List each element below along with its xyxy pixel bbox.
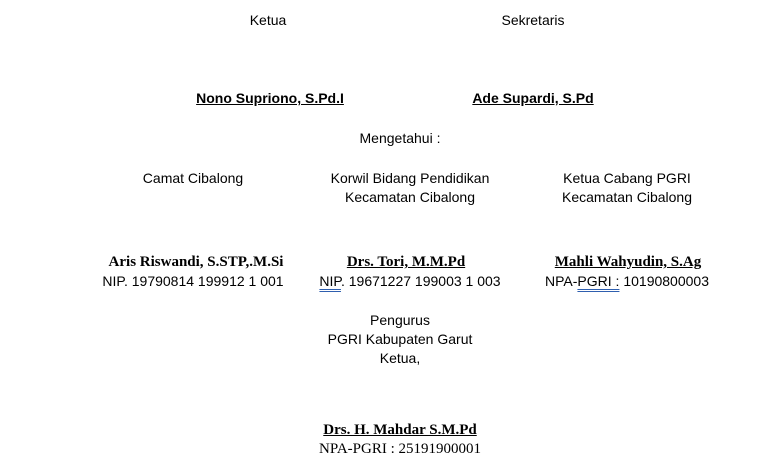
korwil-title-line1: Korwil Bidang Pendidikan — [330, 170, 490, 186]
ketua-name: Nono Supriono, S.Pd.I — [196, 90, 344, 106]
pengurus-npa: NPA-PGRI : 25191900001 — [319, 441, 481, 457]
korwil-name: Drs. Tori, M.M.Pd — [346, 254, 466, 270]
camat-nip: NIP. 19790814 199912 1 001 — [102, 273, 284, 289]
pengurus-line1: Pengurus — [370, 312, 430, 328]
pengurus-line3: Ketua, — [379, 350, 421, 366]
camat-name: Aris Riswandi, S.STP,.M.Si — [108, 254, 284, 270]
pgri-cabang-npa — [545, 273, 709, 290]
pgri-cabang-title-line2: Kecamatan Cibalong — [562, 189, 692, 205]
pgri-cabang-name: Mahli Wahyudin, S.Ag — [554, 254, 702, 270]
korwil-nip-prefix: NIP — [319, 273, 341, 289]
pgri-cabang-title-line1: Ketua Cabang PGRI — [563, 170, 691, 186]
korwil-title-line2: Kecamatan Cibalong — [345, 189, 475, 205]
pgri-cabang-npa-number: 10190800003 — [619, 273, 709, 289]
korwil-nip-number: . 19671227 199003 1 003 — [340, 273, 501, 289]
mengetahui-label: Mengetahui : — [359, 130, 441, 146]
pengurus-line2: PGRI Kabupaten Garut — [327, 331, 473, 347]
korwil-nip — [319, 273, 500, 290]
pgri-cabang-npa-prefix: NPA- — [545, 273, 578, 289]
ketua-title: Ketua — [249, 12, 287, 28]
camat-title: Camat Cibalong — [142, 170, 244, 186]
sekretaris-title: Sekretaris — [501, 12, 565, 28]
sekretaris-name: Ade Supardi, S.Pd — [472, 90, 594, 106]
pengurus-name: Drs. H. Mahdar S.M.Pd — [323, 422, 477, 438]
pgri-cabang-npa-org: PGRI : — [577, 273, 620, 289]
